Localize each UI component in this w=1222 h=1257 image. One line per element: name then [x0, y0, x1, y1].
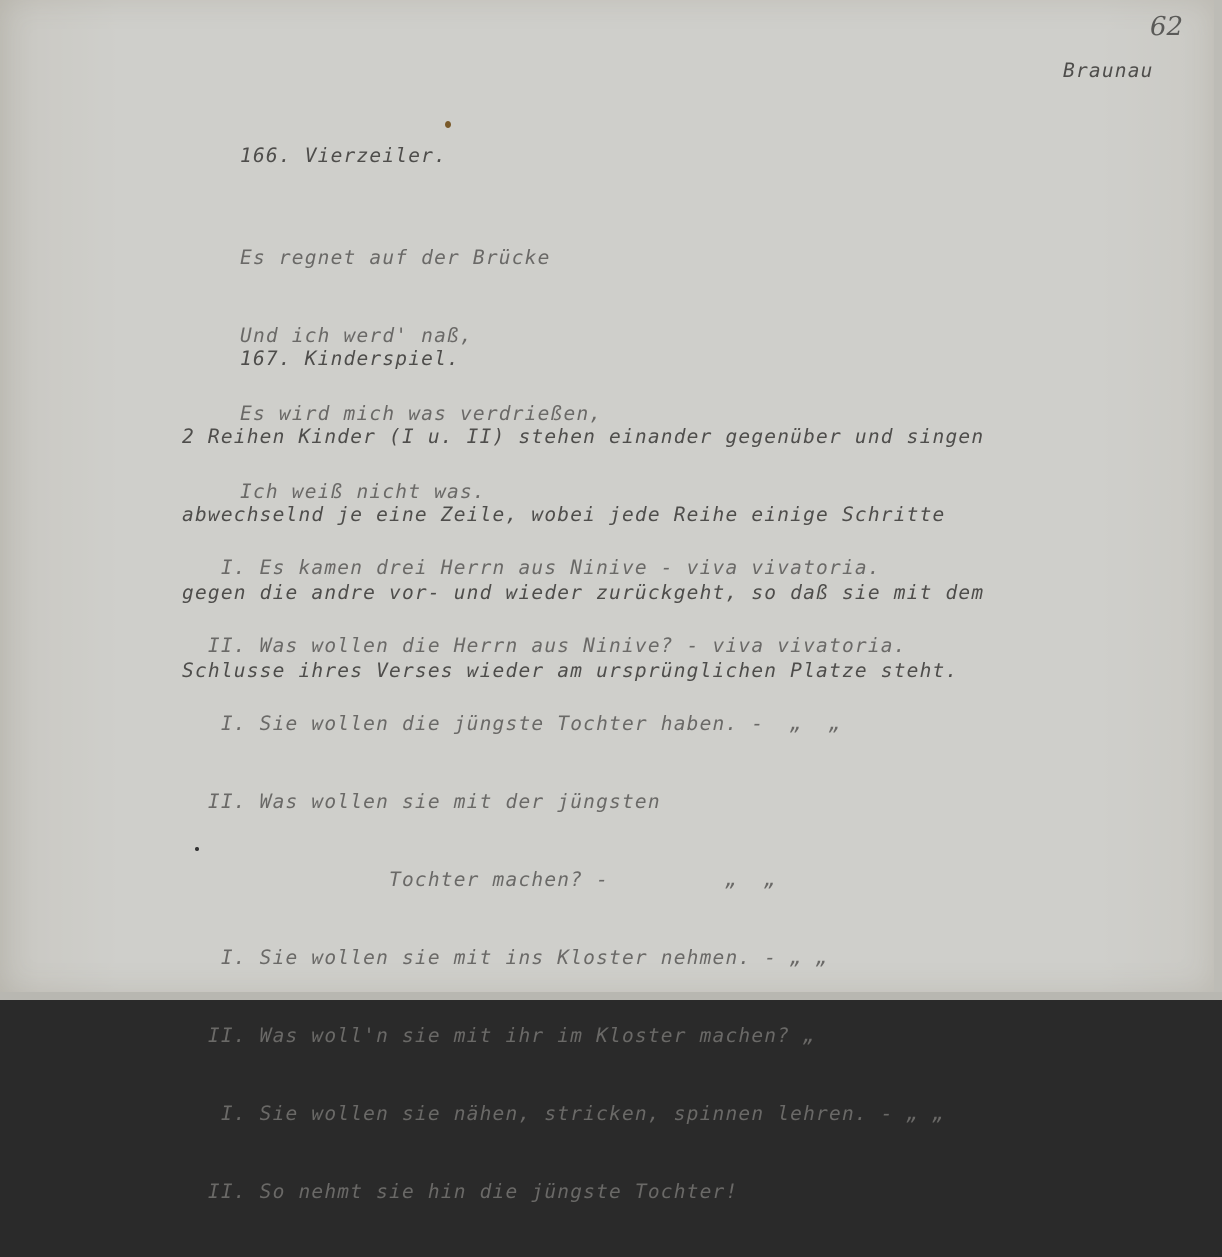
song-line: I. Sie wollen sie nähen, stricken, spinnen lehren. - „ „ — [182, 1102, 946, 1125]
description-line: abwechselnd je eine Zeile, wobei jede Reihe einige Schritte — [182, 503, 946, 526]
song-line: II. So nehmt sie hin die jüngste Tochter! — [182, 1180, 739, 1203]
page-number: 62 — [1150, 12, 1184, 42]
section-166-heading: 166. Vierzeiler. — [240, 144, 448, 167]
song-line: I. Sie wollen die jüngste Tochter haben. - „ „ — [182, 712, 842, 735]
verse-line: Es wird mich was verdrießen, — [240, 402, 603, 425]
verse-line: Ich weiß nicht was. — [240, 480, 486, 503]
song-line: II. Was wollen sie mit der jüngsten — [182, 790, 661, 813]
song-line: I. Sie wollen sie mit ins Kloster nehmen. - „ „ — [182, 946, 829, 969]
description-line: Schlusse ihres Verses wieder am ursprünglichen Platze steht. — [182, 659, 959, 682]
paper-speck — [445, 121, 451, 128]
page-edge-right — [1214, 0, 1222, 1000]
song-line: Tochter machen? - „ „ — [182, 868, 778, 891]
song-line: II. Was woll'n sie mit ihr im Kloster machen? „ — [182, 1024, 817, 1047]
section-167-song — [182, 503, 945, 1257]
description-line: gegen die andre vor- und wieder zurückgeht, so daß sie mit dem — [182, 581, 985, 604]
section-167-heading: 167. Kinderspiel. — [240, 347, 460, 370]
place-label: Braunau — [1063, 59, 1154, 82]
verse-line: Und ich werd' naß, — [240, 324, 473, 347]
verse-line: Es regnet auf der Brücke — [240, 246, 551, 269]
song-line: I. Es kamen drei Herrn aus Ninive - viva vivatoria. — [182, 556, 881, 579]
paper-speck — [195, 847, 199, 851]
description-line: 2 Reihen Kinder (I u. II) stehen einander gegenüber und singen — [182, 425, 985, 448]
song-line: II. Was wollen die Herrn aus Ninive? - viva vivatoria. — [182, 634, 907, 657]
page-edge-bottom — [0, 992, 1222, 1000]
